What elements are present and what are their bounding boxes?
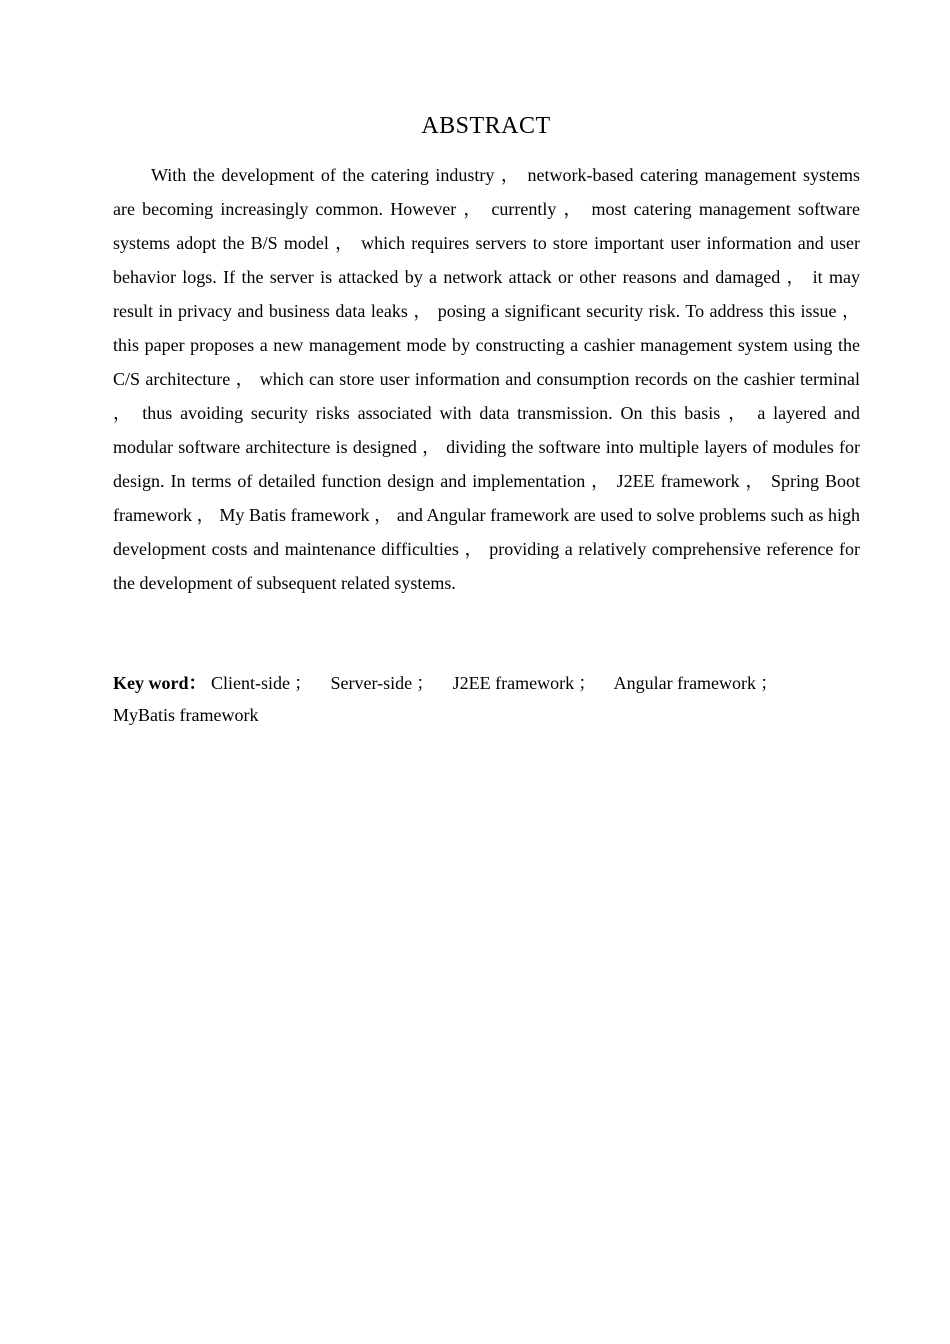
keyword-separator: ； xyxy=(760,673,779,693)
abstract-body: With the development of the catering industry ， network-based catering management systems are becoming increasingly common. However ， currently ， most catering management software systems adopt the B/S model ， which requires servers to store important user information and user behavior logs. If the server is attacked by a network attack or other reasons and damaged ， it may result in privacy and business data leaks ， posing a significant security risk. To address this issue ， this paper proposes a new management mode by constructing a cashier management system using the C/S architecture ， which can store user information and consumption records on the cashier terminal ， thus avoiding security risks associated with data transmission. On this basis ， a layered and modular software architecture is designed ， dividing the software into multiple layers of modules for design. In terms of detailed function design and implementation ， J2EE framework ， Spring Boot framework ， My Batis framework ， and Angular framework are used to solve problems such as high development costs and maintenance difficulties ， providing a relatively comprehensive reference for the development of subsequent related systems. xyxy=(113,165,860,593)
keyword-item: Angular framework xyxy=(613,673,757,693)
keyword-item: MyBatis framework xyxy=(113,705,259,725)
keyword-item: Client-side xyxy=(211,673,290,693)
keywords-label: Key word： xyxy=(113,673,207,693)
keyword-separator: ； xyxy=(578,673,597,693)
keywords-line xyxy=(113,667,833,731)
keyword-separator: ； xyxy=(416,673,435,693)
keyword-item: J2EE framework xyxy=(452,673,575,693)
abstract-title: ABSTRACT xyxy=(421,113,551,139)
keyword-item: Server-side xyxy=(330,673,413,693)
keyword-separator: ； xyxy=(294,673,312,693)
